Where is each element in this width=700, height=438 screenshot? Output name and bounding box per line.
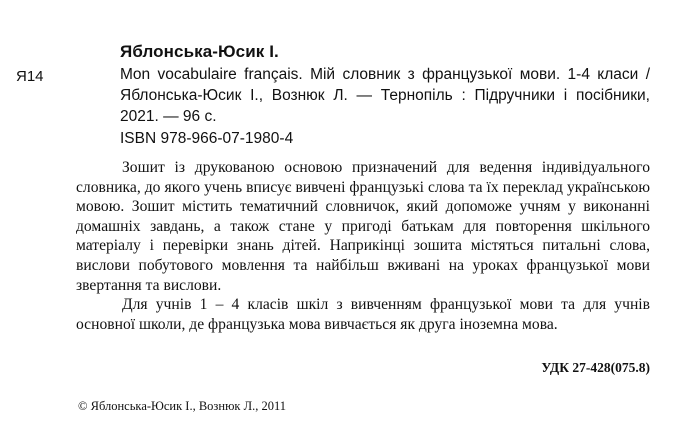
classification-code: Я14 [16, 68, 44, 85]
abstract-paragraph-1: Зошит із друкованою основою призначений для ведення індивідуального словника, до якого учень вписує вивчені французькі слова та їх переклад українською мовою. Зошит містить тематичний словничок, який допоможе учням у виконанні домашніх завдань, а також стане у пригоді батькам для повторення шкільного матеріалу і перевірки знань дітей. Наприкінці зошита містяться питальні слова, вислови побутового мовлення та найбільш вживані на уроках французької мови звертання та вислови. [76, 159, 650, 294]
abstract-paragraph-2: Для учнів 1 – 4 класів шкіл з вивченням французької мови та для учнів основної школи, де французька мова вивчається як друга іноземна мова. [76, 296, 650, 333]
bibliographic-description: Mon vocabulaire français. Мій словник з французької мови. 1-4 класи / Яблонська-Юсик І., Вознюк Л. — Тернопіль : Підручники і посібники, 2021. — 96 с. [120, 66, 650, 125]
isbn: ISBN 978-966-07-1980-4 [120, 130, 294, 147]
author-heading: Яблонська-Юсик І. [120, 42, 279, 61]
copyright-line: © Яблонська-Юсик І., Вознюк Л., 2011 [78, 399, 286, 413]
abstract [76, 158, 650, 334]
udk-code: УДК 27-428(075.8) [541, 360, 650, 375]
